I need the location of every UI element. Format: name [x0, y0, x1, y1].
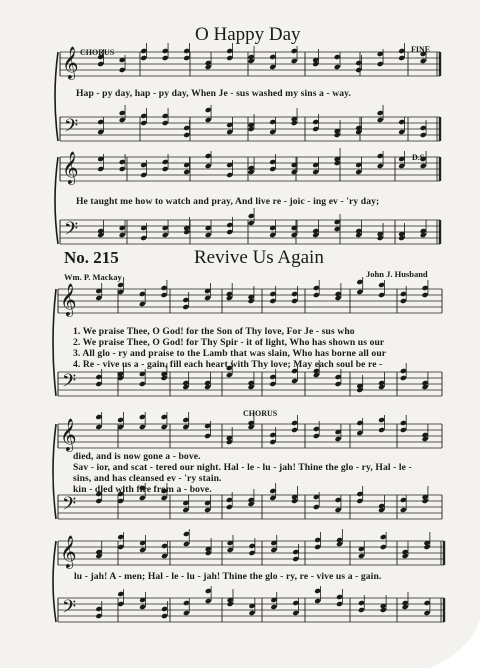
verse-1-line-1: 1. We praise Thee, O God! for the Son of Thy love, For Je - sus who	[73, 326, 355, 337]
bass-clef: 𝄢	[64, 116, 79, 141]
chorus-label: CHORUS	[80, 48, 115, 57]
verse-3-line-1: 3. All glo - ry and praise to the Lamb that was slain, Who has borne all our	[73, 348, 387, 359]
composer-credit: John J. Husband	[366, 269, 428, 279]
system-brace	[53, 424, 56, 519]
system-brace	[55, 52, 58, 141]
treble-clef: 𝄞	[62, 46, 79, 79]
hymn-number: No. 215	[64, 248, 119, 267]
verse-4-line-1: 4. Re - vive us a - gain, fill each heart with Thy love; May each soul be re -	[73, 359, 383, 370]
page-corner	[430, 620, 480, 668]
bass-clef: 𝄢	[64, 219, 79, 244]
treble-clef: 𝄞	[60, 418, 77, 451]
system-brace	[55, 157, 58, 244]
verse-3-line-2: sins, and has cleansed ev - 'ry stain.	[73, 473, 222, 484]
system-brace	[53, 289, 56, 396]
treble-clef: 𝄞	[62, 151, 79, 184]
fine-label: FINE	[411, 45, 431, 54]
bass-clef: 𝄢	[62, 371, 77, 396]
lyric-line: Hap - py day, hap - py day, When Je - sus washed my sins a - way.	[76, 88, 352, 99]
bass-clef: 𝄢	[62, 597, 77, 622]
lyricist-credit: Wm. P. Mackay	[64, 272, 122, 282]
verse-4-line-2: kin - dled with fire from a - bove.	[73, 484, 212, 495]
hymn-title-o-happy-day: O Happy Day	[195, 24, 301, 45]
bass-clef: 𝄢	[62, 494, 77, 519]
verse-2-line-1: 2. We praise Thee, O God! for Thy Spir - it of light, Who has shown us our	[73, 337, 385, 348]
hymn-title-revive-us-again: Revive Us Again	[194, 247, 324, 268]
verse-1-line-2: died, and is now gone a - bove.	[73, 451, 201, 462]
lyric-line: He taught me how to watch and pray, And live re - joic - ing ev - 'ry day;	[76, 196, 380, 207]
treble-clef: 𝄞	[60, 283, 77, 316]
chorus-label: CHORUS	[243, 409, 278, 418]
refrain-line: lu - jah! A - men; Hal - le - lu - jah! Thine the glo - ry, re - vive us a - gain.	[74, 571, 382, 582]
system-brace	[53, 541, 56, 622]
ds-label: D.S.	[412, 153, 427, 162]
treble-clef: 𝄞	[60, 535, 77, 568]
verse-2-line-2: Sav - ior, and scat - tered our night. Hal - le - lu - jah! Thine the glo - ry, Hal - le -	[73, 462, 412, 473]
